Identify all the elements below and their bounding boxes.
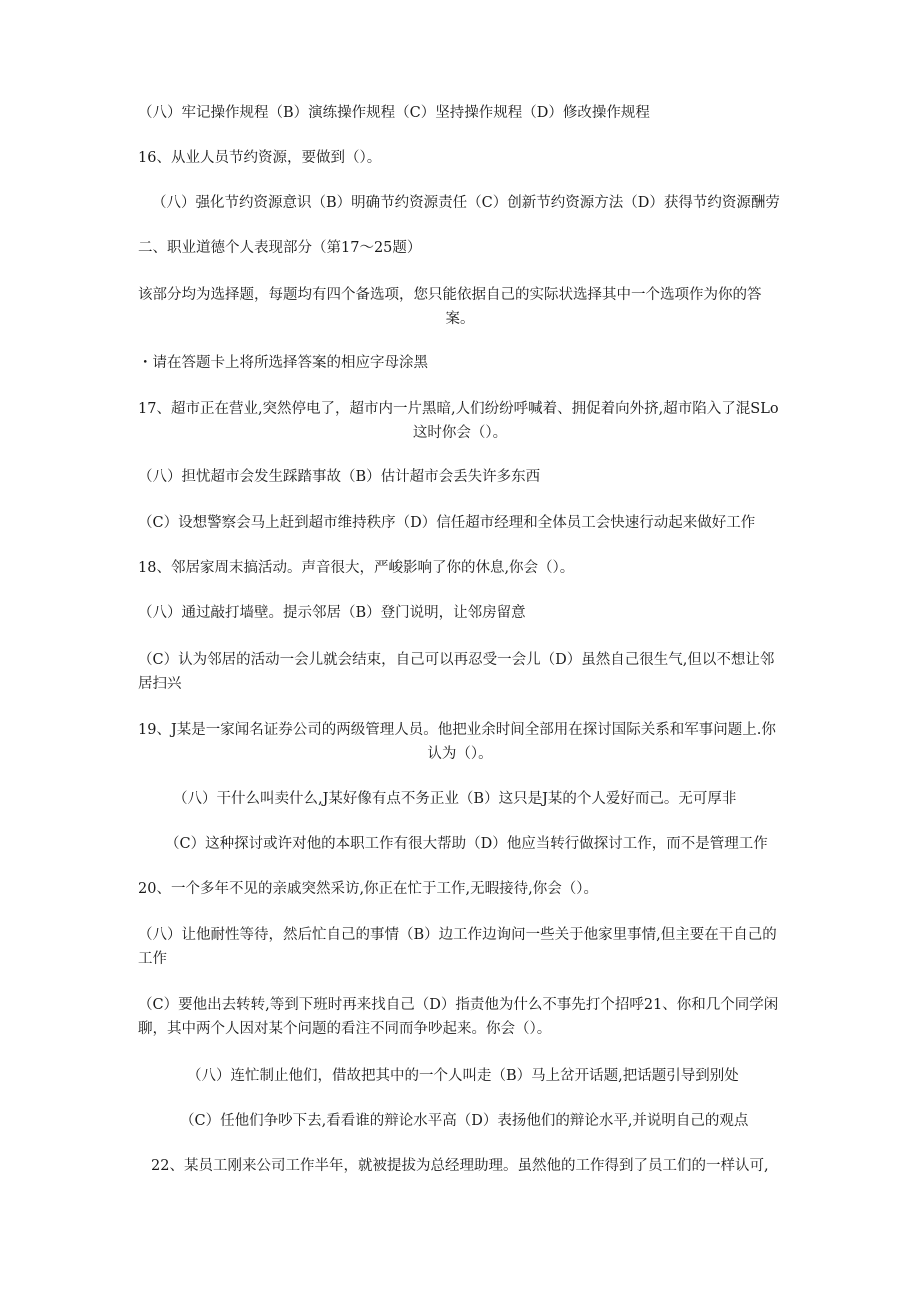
- q16-options: （八）强化节约资源意识（B）明确节约资源责任（C）创新节约资源方法（D）获得节约资源酬劳: [152, 195, 780, 211]
- q20-options-cd: （C）要他出去转转,等到下班时再来找自己（D）指责他为什么不事先打个招呼21、你和几个同学闲: [138, 997, 779, 1013]
- q19-options-cd: （C）这种探讨或许对他的本职工作有很大帮助（D）他应当转行做探讨工作，而不是管理工作: [165, 836, 768, 852]
- q18-question: 18、邻居家周末搞活动。声音很大，严峻影响了你的休息,你会（）。: [138, 560, 575, 576]
- q20-question: 20、一个多年不见的亲戚突然采访,你正在忙于工作,无暇接待,你会（）。: [138, 881, 599, 897]
- q19-question-cont: 认为（）。: [427, 746, 493, 762]
- q21-options-ab: （八）连忙制止他们，借故把其中的一个人叫走（B）马上岔开话题,把话题引导到别处: [187, 1068, 739, 1084]
- q18-options-ab: （八）通过敲打墙壁。提示邻居（B）登门说明，让邻房留意: [138, 605, 526, 621]
- section-instructions-cont: 案。: [445, 311, 475, 327]
- q17-options-ab: （八）担忧超市会发生踩踏事故（B）估计超市会丢失许多东西: [138, 469, 541, 485]
- section-heading: 二、职业道德个人表现部分（第17～25题）: [138, 240, 422, 256]
- q17-question-cont: 这时你会（）。: [412, 425, 508, 441]
- q20-options-ab: （八）让他耐性等待，然后忙自己的事情（B）边工作边询问一些关于他家里事情,但主要在干自己的: [138, 927, 777, 943]
- q20-options-ab-cont: 工作: [138, 951, 167, 967]
- q19-question: 19、J某是一家闻名证券公司的两级管理人员。他把业余时间全部用在探讨国际关系和军事问题上.你: [138, 722, 776, 738]
- section-instructions: 该部分均为选择题，每题均有四个备选项，您只能依据自己的实际状选择其中一个选项作为你的答: [138, 287, 762, 303]
- answer-card-note: ・请在答题卡上将所选择答案的相应字母涂黑: [138, 355, 428, 371]
- q17-options-cd: （C）设想警察会马上赶到超市维持秩序（D）信任超市经理和全体员工会快速行动起来做好工作: [138, 515, 756, 531]
- q17-question: 17、超市正在营业,突然停电了，超市内一片黑暗,人们纷纷呼喊着、拥促着向外挤,超市陷入了混SLo: [138, 401, 779, 417]
- q18-options-cd: （C）认为邻居的活动一会儿就会结束，自己可以再忍受一会儿（D）虽然自己很生气,但以不想让邻: [138, 652, 775, 668]
- q21-options-cd: （C）任他们争吵下去,看看谁的辩论水平高（D）表扬他们的辩论水平,并说明自己的观点: [180, 1113, 749, 1129]
- q15-options: （八）牢记操作规程（B）演练操作规程（C）坚持操作规程（D）修改操作规程: [138, 105, 650, 121]
- q19-options-ab: （八）干什么叫卖什么,J某好像有点不务正业（B）这只是J某的个人爱好而己。无可厚非: [173, 791, 737, 807]
- q18-options-cd-cont: 居扫兴: [138, 676, 182, 692]
- q21-question: 聊，其中两个人因对某个问题的看注不同而争吵起来。你会（）。: [138, 1021, 552, 1037]
- q22-question: 22、某员工刚来公司工作半年，就被提拔为总经理助理。虽然他的工作得到了员工们的一样认可,: [151, 1158, 769, 1174]
- q16-question: 16、从业人员节约资源，要做到（）。: [138, 150, 382, 166]
